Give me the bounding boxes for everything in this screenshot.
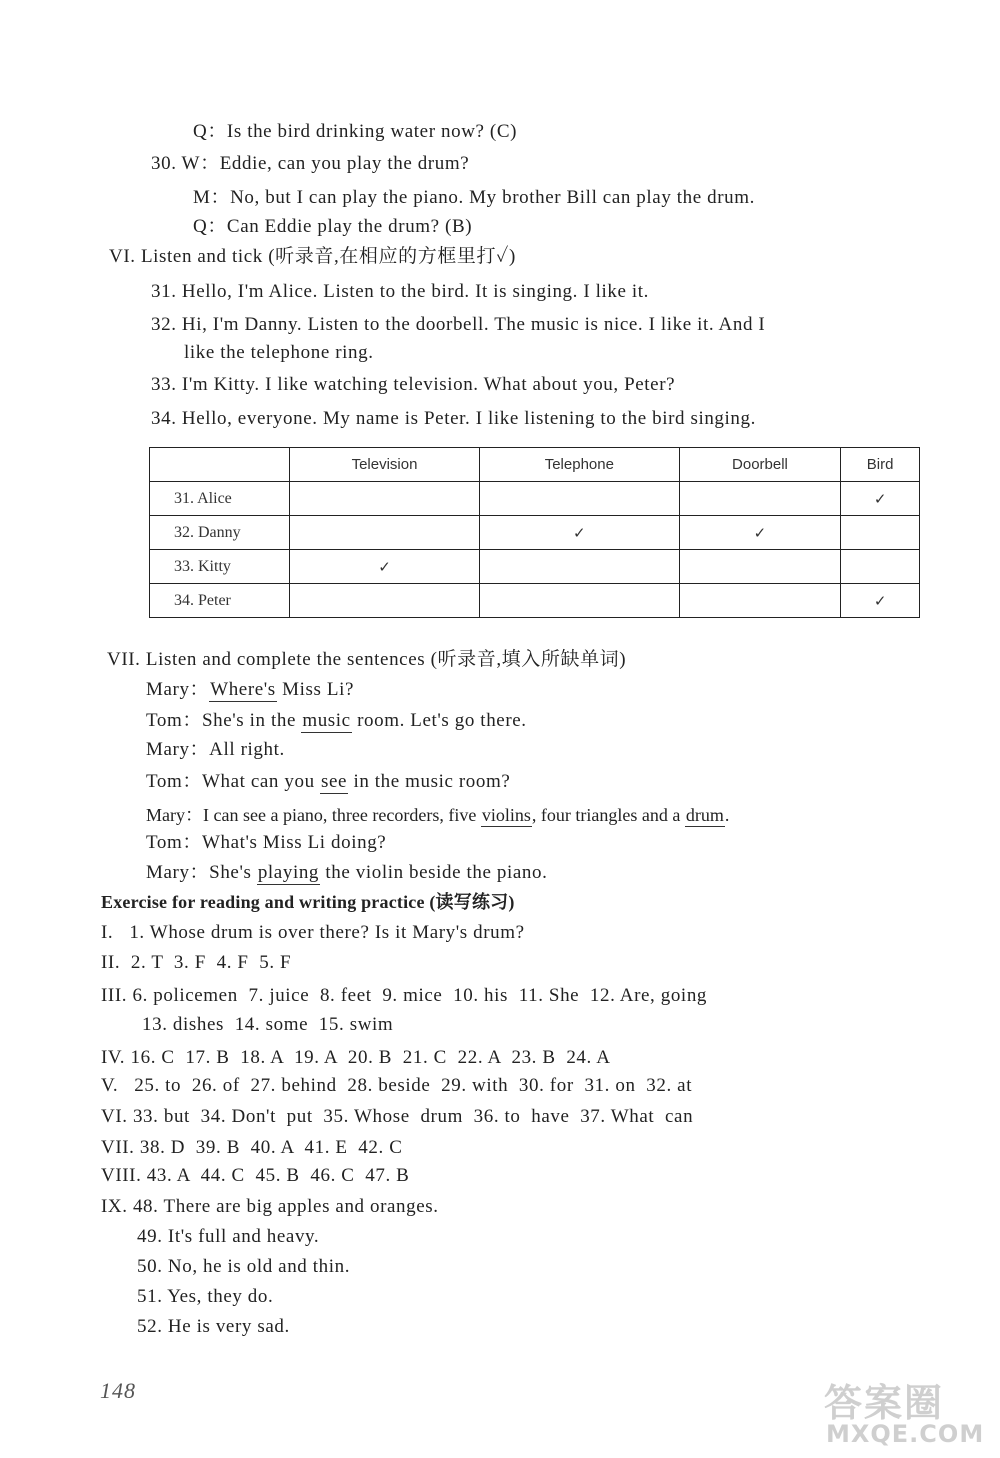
- speaker: Tom：: [146, 771, 202, 792]
- answer-line: VIII. 43. A 44. C 45. B 46. C 47. B: [101, 1165, 410, 1186]
- speaker: Tom：: [146, 710, 202, 731]
- speaker: Tom：: [146, 832, 202, 853]
- dialogue-line-1: [146, 678, 354, 702]
- dialogue-line-5: [146, 803, 729, 827]
- tick-cell: ✓: [480, 516, 680, 550]
- answer-line: I. 1. Whose drum is over there? Is it Mary's drum?: [101, 922, 525, 943]
- tick-cell: [290, 482, 480, 516]
- tick-cell: ✓: [679, 516, 841, 550]
- watermark: [820, 1372, 992, 1452]
- section-7-title: VII. Listen and complete the sentences (听录音,填入所缺单词): [107, 649, 627, 670]
- dialogue-text: the violin beside the piano.: [320, 862, 548, 883]
- dialogue-line-6: [146, 831, 386, 855]
- row-name: 32. Danny: [150, 516, 290, 550]
- table-row: [150, 516, 920, 550]
- dialogue-text: What's Miss Li doing?: [201, 832, 387, 853]
- line-33: 33. I'm Kitty. I like watching television. What about you, Peter?: [151, 374, 676, 395]
- answer-line: VI. 33. but 34. Don't put 35. Whose drum 36. to have 37. What can: [101, 1106, 694, 1127]
- answers-heading: Exercise for reading and writing practice (读写练习): [101, 892, 515, 912]
- speaker: Mary：: [146, 862, 210, 883]
- tick-cell: [679, 584, 841, 618]
- page-number: 148: [100, 1378, 136, 1403]
- answer-line: 51. Yes, they do.: [137, 1286, 274, 1307]
- answer-line: IX. 48. There are big apples and oranges.: [101, 1196, 439, 1217]
- tick-cell: [480, 584, 680, 618]
- dialogue-text: She's: [209, 862, 257, 883]
- answer-blank: Where's: [210, 679, 276, 700]
- table-row: [150, 482, 920, 516]
- answer-blank: music: [302, 710, 351, 731]
- tick-cell: [679, 550, 841, 584]
- dialogue-text: .: [724, 805, 730, 825]
- header-telephone: Telephone: [480, 448, 680, 482]
- answer-line: IV. 16. C 17. B 18. A 19. A 20. B 21. C 22. A 23. B 24. A: [101, 1047, 611, 1068]
- speaker: Mary：: [146, 679, 210, 700]
- line-30-m: M：No, but I can play the piano. My brother Bill can play the drum.: [193, 187, 755, 208]
- row-name: 31. Alice: [150, 482, 290, 516]
- dialogue-text: , four triangles and a: [531, 805, 685, 825]
- table-corner: [150, 448, 290, 482]
- watermark-url: MXQE.COM: [826, 1420, 985, 1448]
- table-row: [150, 584, 920, 618]
- table-row: [150, 550, 920, 584]
- answer-blank: violins: [481, 805, 531, 825]
- answer-line: 52. He is very sad.: [137, 1316, 290, 1337]
- answer-line: II. 2. T 3. F 4. F 5. F: [101, 952, 292, 973]
- dialogue-line-3: [146, 738, 285, 762]
- answer-line: 13. dishes 14. some 15. swim: [142, 1014, 394, 1035]
- dialogue-line-4: [146, 770, 510, 794]
- line-31: 31. Hello, I'm Alice. Listen to the bird. It is singing. I like it.: [151, 281, 649, 302]
- line-32-cont: like the telephone ring.: [184, 342, 374, 363]
- tick-cell: ✓: [841, 482, 920, 516]
- row-name: 34. Peter: [150, 584, 290, 618]
- row-name: 33. Kitty: [150, 550, 290, 584]
- answer-line: VII. 38. D 39. B 40. A 41. E 42. C: [101, 1137, 403, 1158]
- tick-cell: [841, 550, 920, 584]
- tick-table: [149, 447, 920, 618]
- tick-cell: [679, 482, 841, 516]
- dialogue-text: room. Let's go there.: [351, 710, 527, 731]
- dialogue-line-7: [146, 861, 547, 885]
- line-q-bird: Q：Is the bird drinking water now? (C): [193, 121, 518, 142]
- line-30-q: Q：Can Eddie play the drum? (B): [193, 216, 473, 237]
- line-32: 32. Hi, I'm Danny. Listen to the doorbell. The music is nice. I like it. And I: [151, 314, 766, 335]
- table-header-row: [150, 448, 920, 482]
- header-bird: Bird: [841, 448, 920, 482]
- speaker: Mary：: [146, 805, 203, 825]
- tick-cell: [841, 516, 920, 550]
- tick-cell: ✓: [841, 584, 920, 618]
- header-doorbell: Doorbell: [679, 448, 841, 482]
- dialogue-text: Miss Li?: [276, 679, 354, 700]
- section-6-title: VI. Listen and tick (听录音,在相应的方框里打✓): [109, 246, 516, 267]
- dialogue-line-2: [146, 709, 527, 733]
- tick-cell: ✓: [290, 550, 480, 584]
- answer-blank: see: [321, 771, 348, 792]
- line-34: 34. Hello, everyone. My name is Peter. I like listening to the bird singing.: [151, 408, 756, 429]
- dialogue-text: I can see a piano, three recorders, five: [203, 805, 481, 825]
- watermark-logo: 答案圈: [824, 1381, 945, 1425]
- tick-cell: [480, 482, 680, 516]
- answer-line: 50. No, he is old and thin.: [137, 1256, 351, 1277]
- tick-cell: [290, 516, 480, 550]
- answer-blank: drum: [685, 805, 724, 825]
- answer-line: 49. It's full and heavy.: [137, 1226, 320, 1247]
- answer-line: V. 25. to 26. of 27. behind 28. beside 29. with 30. for 31. on 32. at: [101, 1075, 693, 1096]
- speaker: Mary：: [146, 739, 210, 760]
- dialogue-text: She's in the: [201, 710, 302, 731]
- header-television: Television: [290, 448, 480, 482]
- dialogue-text: What can you: [201, 771, 321, 792]
- tick-cell: [290, 584, 480, 618]
- tick-cell: [480, 550, 680, 584]
- dialogue-text: All right.: [209, 739, 285, 760]
- line-30-w: 30. W：Eddie, can you play the drum?: [151, 153, 470, 174]
- dialogue-text: in the music room?: [348, 771, 511, 792]
- answer-line: III. 6. policemen 7. juice 8. feet 9. mice 10. his 11. She 12. Are, going: [101, 985, 708, 1006]
- answer-blank: playing: [257, 862, 320, 883]
